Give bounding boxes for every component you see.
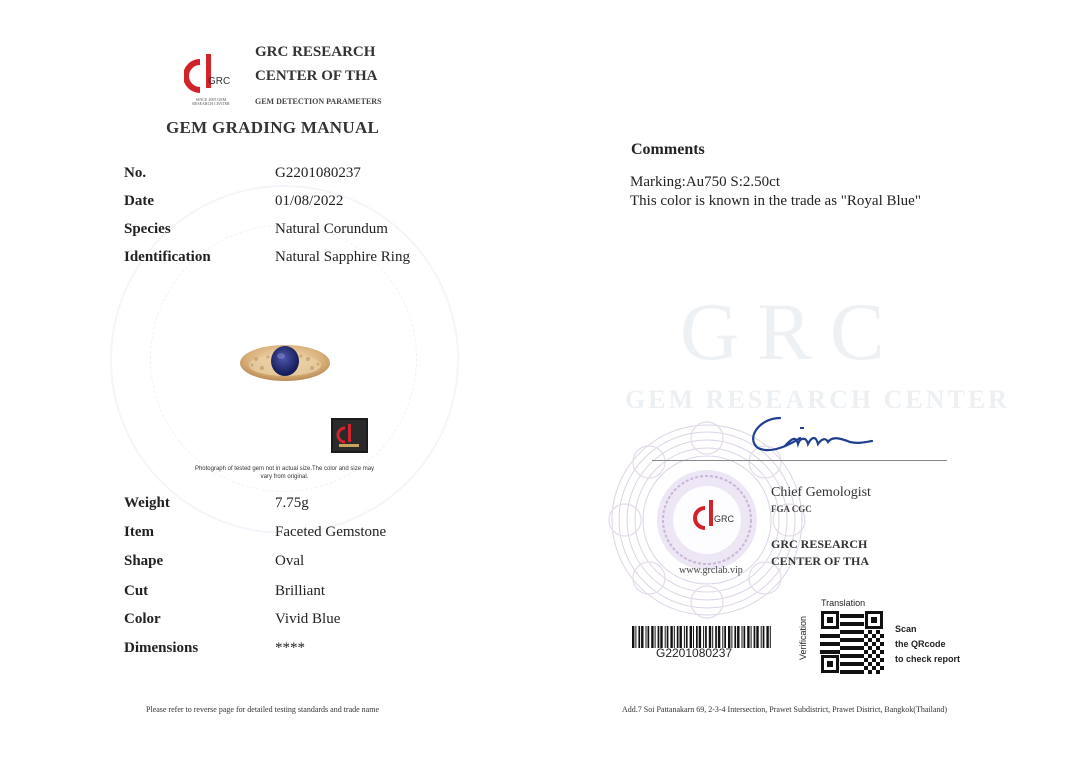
- field-value-no: G2201080237: [275, 165, 361, 181]
- svg-text:GRC: GRC: [208, 76, 231, 87]
- scan-line-1: Scan: [895, 624, 917, 634]
- field-label-identification: Identification: [124, 249, 211, 265]
- barcode-number: G2201080237: [656, 646, 733, 660]
- org-name-line1: GRC RESEARCH: [255, 44, 376, 60]
- field-value-dimensions: ****: [275, 640, 305, 656]
- ring-photo: [238, 335, 333, 391]
- field-value-date: 01/08/2022: [275, 193, 344, 209]
- watermark-grc: GRC: [680, 286, 903, 377]
- field-label-cut: Cut: [124, 583, 149, 599]
- comment-line-1: Marking:Au750 S:2.50ct: [630, 174, 780, 190]
- svg-text:GRC: GRC: [714, 514, 734, 524]
- photo-caption: Photograph of tested gem not in actual size.The color and size may vary from original.: [194, 466, 375, 480]
- comments-heading: Comments: [631, 141, 705, 158]
- field-label-color: Color: [124, 611, 161, 627]
- signatory-org-line2: CENTER OF THA: [771, 554, 870, 568]
- page-title: GEM GRADING MANUAL: [166, 118, 380, 137]
- grc-stamp-logo-icon: [331, 418, 368, 453]
- field-label-species: Species: [124, 221, 171, 237]
- qr-scan-instructions: [895, 622, 960, 667]
- qr-verification-label: Verification: [798, 615, 808, 660]
- footer-note-left: Please refer to reverse page for detailed testing standards and trade name: [146, 705, 380, 714]
- signatory-org-line1: GRC RESEARCH: [771, 537, 868, 551]
- footer-address: Add.7 Soi Pattanakarn 69, 2-3-4 Intersection, Prawet Subdistrict, Prawet District, Bangkok(Thailand): [622, 705, 948, 714]
- field-label-weight: Weight: [124, 495, 170, 511]
- signatory-title: Chief Gemologist: [771, 485, 871, 500]
- logo-small-text: SINCE 2005 GEM RESEARCH CENTER: [192, 97, 230, 106]
- org-name-line2: CENTER OF THA: [255, 68, 378, 84]
- signatory-credentials: FGA CGC: [771, 504, 812, 514]
- signature-icon: [740, 408, 875, 458]
- field-label-no: No.: [124, 165, 147, 181]
- field-label-shape: Shape: [124, 553, 164, 569]
- website-text: www.grclab.vip: [679, 565, 743, 576]
- field-value-cut: Brilliant: [275, 583, 325, 599]
- field-label-item: Item: [124, 524, 154, 540]
- qr-translation-label: Translation: [821, 598, 866, 608]
- field-value-shape: Oval: [275, 553, 305, 569]
- watermark-grc-sub: GEM RESEARCH CENTER: [625, 385, 1010, 414]
- field-label-date: Date: [124, 193, 154, 209]
- org-subtitle: GEM DETECTION PARAMETERS: [255, 97, 382, 106]
- field-value-item: Faceted Gemstone: [275, 524, 387, 540]
- comment-line-2: This color is known in the trade as "Royal Blue": [630, 193, 921, 209]
- field-value-species: Natural Corundum: [275, 221, 388, 237]
- signature-line: [652, 460, 947, 461]
- field-value-weight: 7.75g: [275, 495, 309, 511]
- field-label-dimensions: Dimensions: [124, 640, 199, 656]
- field-value-color: Vivid Blue: [275, 611, 341, 627]
- qr-code-icon[interactable]: [820, 610, 884, 674]
- scan-line-2: the QRcode: [895, 639, 946, 649]
- field-value-identification: Natural Sapphire Ring: [275, 249, 410, 265]
- barcode-icon: [632, 626, 772, 648]
- scan-line-3: to check report: [895, 654, 961, 664]
